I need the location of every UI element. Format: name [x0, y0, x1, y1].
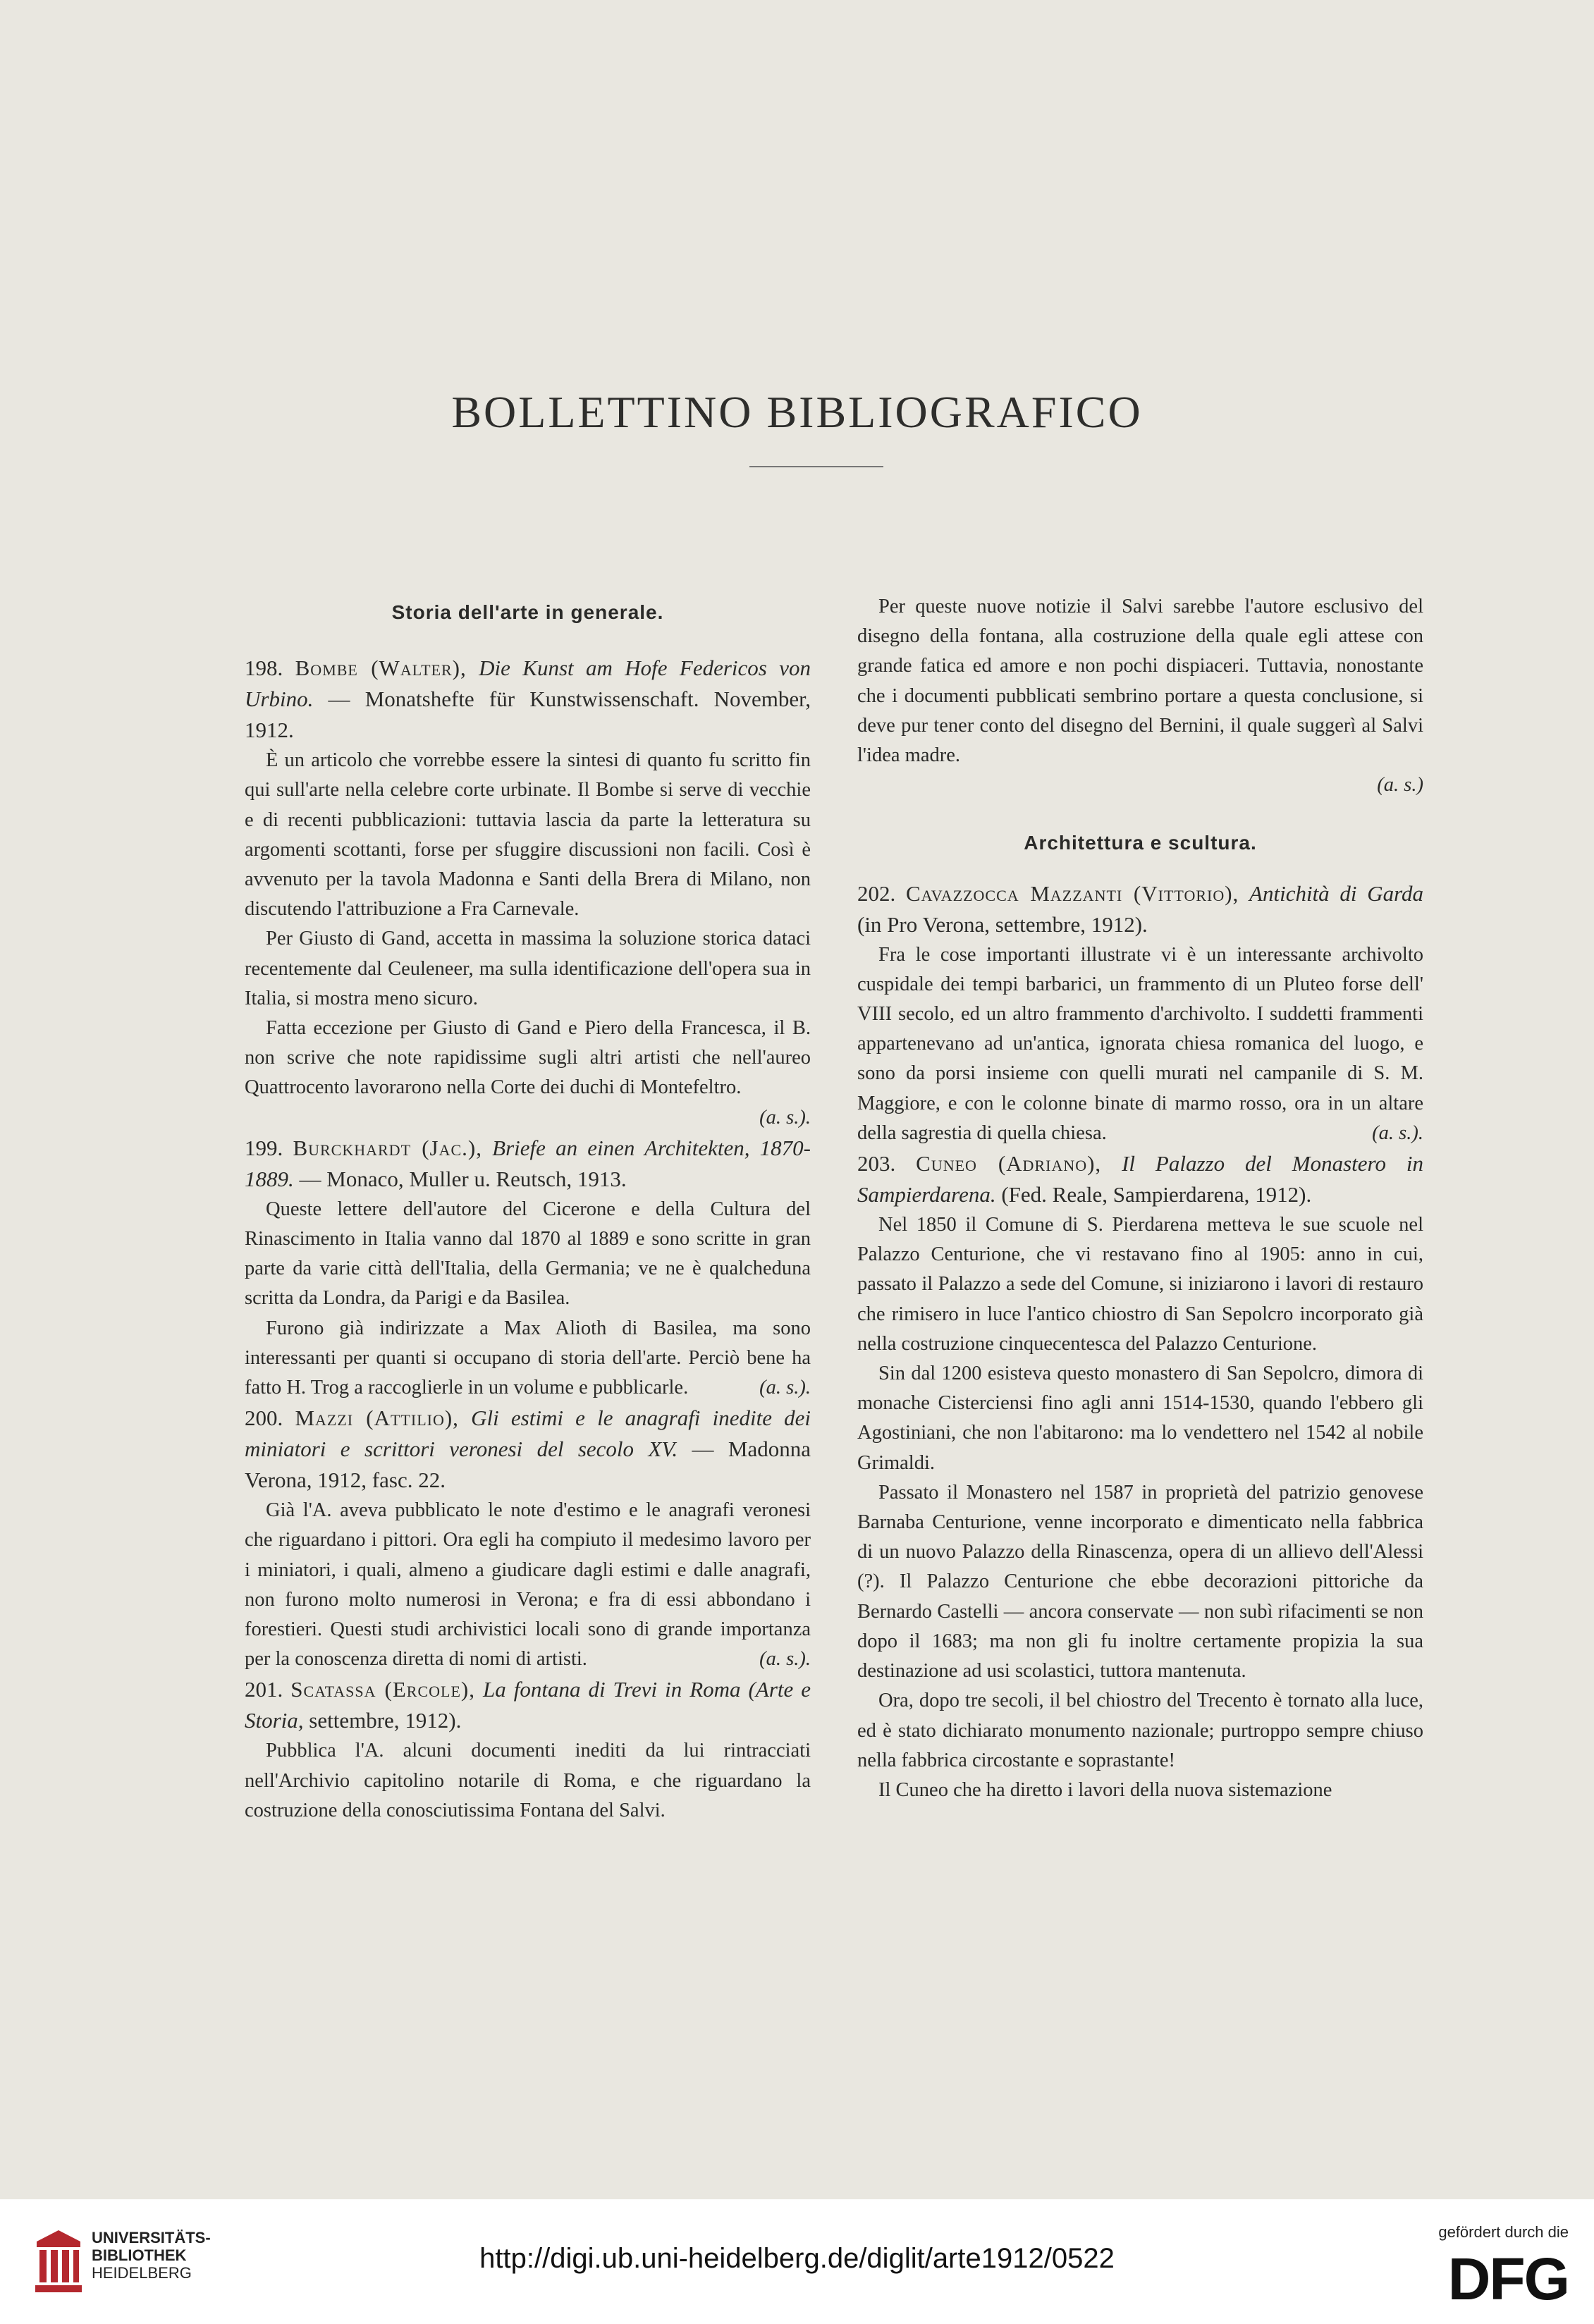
- section-heading-architettura: Architettura e scultura.: [1024, 832, 1257, 854]
- page-title: BOLLETTINO BIBLIOGRAFICO: [451, 386, 1143, 437]
- entry-source: (Fed. Reale, Sampierdarena, 1912).: [1001, 1182, 1312, 1207]
- section-heading-storia: Storia dell'arte in generale.: [391, 601, 664, 623]
- paragraph: [245, 1314, 811, 1403]
- left-column: [245, 592, 811, 1826]
- entry-source: settembre, 1912).: [309, 1708, 462, 1733]
- entry-source: — Monatshefte für Kunstwissenschaft. November, 1912.: [245, 687, 811, 743]
- paragraph: Queste lettere dell'autore del Cicerone e della Cultura del Rinascimento in Italia vanno dal 1870 al 1889 e sono scritte in gran parte da varie città dell'Italia, della Germania; ve ne è qualcheduna scritta da Londra, da Parigi e da Basilea.: [245, 1198, 811, 1310]
- entry-source: — Monaco, Muller u. Reutsch, 1913.: [299, 1166, 627, 1191]
- paragraph: È un articolo che vorrebbe essere la sintesi di quanto fu scritto fin qui sull'arte nella celebre corte urbinate. Il Bombe si serve di vecchie e di recenti pubblicazioni: tuttavia lascia da parte la letteratura su argomenti scottanti, forse per sfuggire discussioni non facili. Così è avvenuto per la tavola Madonna e Santi della Brera di Milano, non discutendo l'attribuzione a Fra Carnevale.: [245, 749, 811, 921]
- paragraph: Per Giusto di Gand, accetta in massima la soluzione storica dataci recentemente dal Ceuleneer, ma sulla identificazione dell'opera sua in Italia, si mostra meno sicuro.: [245, 928, 811, 1009]
- library-name-line: UNIVERSITÄTS-: [92, 2229, 211, 2246]
- entry-202-heading: [857, 878, 1423, 940]
- reviewer-signature: (a. s.): [1377, 774, 1423, 797]
- entry-number: 203.: [857, 1151, 896, 1176]
- paragraph: [857, 940, 1423, 1148]
- reviewer-signature: (a. s.).: [1372, 1121, 1423, 1144]
- signature-line: [857, 770, 1423, 800]
- paragraph-text: Fatta eccezione per Giusto di Gand e Piero della Francesca, il B. non scrive che note rapidissime sugli altri artisti che nell'aureo Quattrocento lavorarono nella Corte dei duchi di Montefeltro.: [245, 1017, 811, 1099]
- entry-source: (in Pro Verona, settembre, 1912).: [857, 911, 1148, 937]
- entry-title: Die Kunst am Hofe Federicos von Urbino.: [245, 656, 811, 712]
- entry-199-heading: [245, 1133, 811, 1195]
- paragraph: Nel 1850 il Comune di S. Pierdarena metteva le sue scuole nel Palazzo Centurione, che vi restavano fino al 1905: anno in cui, passato il Palazzo a sede del Comune, si iniziarono i lavori di restauro che rimisero in luce l'antico chiostro di San Sepolcro incorporato già nella costruzione cinquecentesca del Palazzo Centurione.: [857, 1214, 1423, 1355]
- entry-title: La fontana di Trevi in Roma (Arte e Storia,: [245, 1677, 811, 1733]
- library-name-line: BIBLIOTHEK: [92, 2246, 187, 2264]
- paragraph: [245, 1014, 811, 1133]
- entry-number: 199.: [245, 1135, 283, 1160]
- paragraph-text: Già l'A. aveva pubblicato le note d'estimo e le anagrafi veronesi che riguardano i pittori. Ora egli ha compiuto il medesimo lavoro per i miniatori, i quali, almeno a giudicare dagli estimi e dalle anagrafi, non furono molto numerosi in Verona; e fra di essi abbondano i forestieri. Questi studi archivistici locali sono di grande importanza per la conoscenza diretta di nomi di artisti.: [245, 1499, 811, 1671]
- entry-200-heading: [245, 1403, 811, 1496]
- entry-198-heading: [245, 653, 811, 746]
- library-name-line: HEIDELBERG: [92, 2264, 192, 2282]
- entry-author: Mazzi (Attilio),: [295, 1406, 459, 1431]
- right-column: [857, 592, 1423, 1805]
- entry-title: Briefe an einen Architekten, 1870-1889.: [245, 1135, 811, 1191]
- entry-author: Bombe (Walter),: [295, 656, 467, 681]
- dfg-logo: DFG: [1447, 2246, 1569, 2312]
- funding-caption: gefördert durch die: [1438, 2223, 1569, 2241]
- paragraph: Passato il Monastero nel 1587 in proprietà del patrizio genovese Barnaba Centurione, venne incorporato e dimenticato nella fabbrica di un nuovo Palazzo della Rinascenza, opera di un allievo dell'Alessi (?). Il Palazzo Centurione che ebbe decorazioni pittoriche da Bernardo Castelli — ancora conservate — non subì rifacimenti se non dopo il 1683; ma non gli fu inoltre certamente propizia la sua destinazione ad usi scolastici, tuttora mantenuta.: [857, 1481, 1423, 1683]
- entry-201-heading: [245, 1674, 811, 1736]
- title-divider: [749, 466, 883, 467]
- reviewer-signature: (a. s.).: [759, 1377, 811, 1399]
- entry-title: Il Palazzo del Monastero in Sampierdarena.: [857, 1151, 1423, 1207]
- reviewer-signature: (a. s.).: [759, 1648, 811, 1671]
- entry-title: Antichità di Garda: [1249, 880, 1424, 906]
- entry-source: — Madonna Verona, 1912, fasc. 22.: [245, 1437, 811, 1493]
- entry-number: 202.: [857, 880, 896, 906]
- entry-author: Cavazzocca Mazzanti (Vittorio),: [905, 880, 1239, 906]
- digitization-footer: [0, 2199, 1594, 2324]
- paragraph: [245, 1496, 811, 1674]
- entry-number: 198.: [245, 656, 283, 681]
- source-url-link[interactable]: http://digi.ub.uni-heidelberg.de/diglit/arte1912/0522: [479, 2243, 1115, 2274]
- entry-number: 200.: [245, 1406, 283, 1431]
- paragraph: Il Cuneo che ha diretto i lavori della nuova sistemazione: [878, 1778, 1332, 1801]
- entry-author: Cuneo (Adriano),: [916, 1151, 1102, 1176]
- paragraph: Per queste nuove notizie il Salvi sarebbe l'autore esclusivo del disegno della fontana, alla costruzione della quale egli attese con grande fatica ed amore e non pochi dispiaceri. Tuttavia, nonostante che i documenti pubblicati sembrino portare a questa conclusione, si deve pur tener conto del disegno del Bernini, il quale suggerì al Salvi l'idea madre.: [857, 596, 1423, 767]
- reviewer-signature: (a. s.).: [759, 1106, 811, 1129]
- paragraph: Ora, dopo tre secoli, il bel chiostro del Trecento è tornato alla luce, ed è stato dichiarato monumento nazionale; purtroppo sempre chiuso nella fabbrica circostante e soprastante!: [857, 1690, 1423, 1771]
- paragraph-text: Furono già indirizzate a Max Alioth di Basilea, ma sono interessanti per quanti si occupano di storia dell'arte. Perciò bene ha fatto H. Trog a raccoglierle in un volume e pubblicarle.: [245, 1317, 811, 1399]
- entry-203-heading: [857, 1148, 1423, 1210]
- entry-author: Scatassa (Ercole),: [290, 1677, 475, 1702]
- entry-number: 201.: [245, 1677, 283, 1702]
- paragraph-text: Fra le cose importanti illustrate vi è un interessante archivolto cuspidale dei tempi barbarici, un frammento di un Pluteo forse dell' VIII secolo, ed un altro frammento d'archivolto. I suddetti frammenti appartenevano ad un'antica, ignorata chiesa romanica del luogo, e sono da porsi insieme con quelli murati nel campanile di S. M. Maggiore, e con le colonne binate di marmo rosso, ora in un altare della sagrestia di quella chiesa.: [857, 943, 1423, 1144]
- paragraph: Sin dal 1200 esisteva questo monastero di San Sepolcro, dimora di monache Cisterciensi fino agli anni 1514-1530, quando l'ebbero gli Agostiniani, che non l'abitarono: ma lo vendettero nel 1542 al nobile Grimaldi.: [857, 1363, 1423, 1474]
- entry-author: Burckhardt (Jac.),: [293, 1135, 482, 1160]
- entry-title: Gli estimi e le anagrafi inedite dei miniatori e scrittori veronesi del secolo XV.: [245, 1406, 811, 1462]
- paragraph: Pubblica l'A. alcuni documenti inediti da lui rintracciati nell'Archivio capitolino notarile di Roma, e che riguardano la costruzione della conosciutissima Fontana del Salvi.: [245, 1740, 811, 1821]
